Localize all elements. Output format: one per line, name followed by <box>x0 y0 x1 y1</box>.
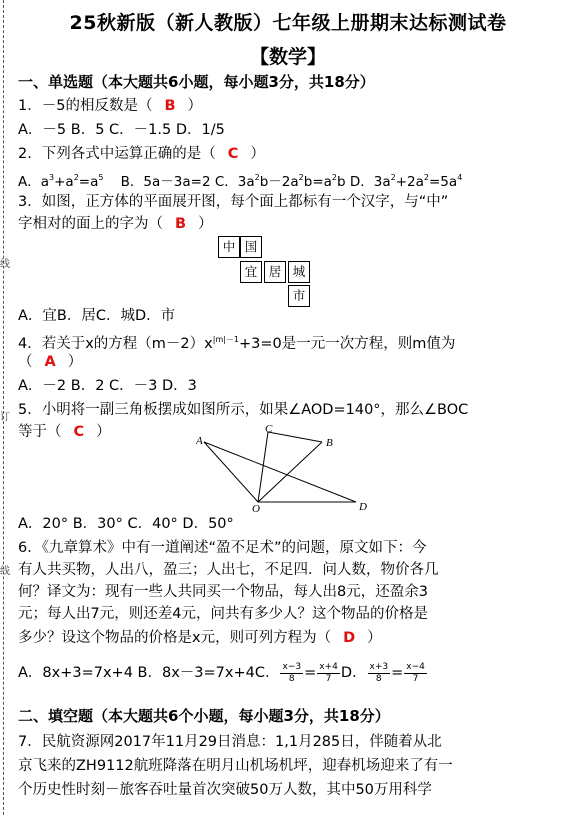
frac-den: 7 <box>412 673 419 684</box>
q2-answer: C <box>227 146 239 162</box>
cube-face: 宜 <box>240 261 262 283</box>
label-b: B <box>326 437 333 449</box>
cube-face: 城 <box>288 261 310 283</box>
q7-line-1: 7．民航资源网2017年11月29日消息：1,1月285日，伴随着从北 <box>18 734 442 750</box>
label-c: C <box>265 424 273 435</box>
frac-num: x+3 <box>369 661 389 672</box>
exam-subject: 【数学】 <box>249 46 326 68</box>
q6-line-3: 何？译文为：现有一些人共同买一个物品，每人出8元，还盈余3 <box>18 584 428 600</box>
q4-answer: A <box>44 354 56 370</box>
q6-options <box>18 658 428 688</box>
q4-options: A．－2 B．2 C．－3 D．3 <box>18 378 197 394</box>
q6-frac-c1 <box>280 662 303 685</box>
cube-face: 中 <box>218 236 240 258</box>
question-4 <box>18 330 455 354</box>
line-a-d <box>204 442 356 502</box>
cube-face: 市 <box>288 285 310 307</box>
label-o: O <box>252 503 260 514</box>
frac-den: 7 <box>325 673 332 684</box>
q6-opt-d: D． <box>340 665 367 681</box>
label-d: D <box>359 501 367 513</box>
q2-opt-a2: +a <box>54 174 74 190</box>
q4-exponent: |m|－1 <box>212 335 240 344</box>
equals-sign: = <box>304 665 317 681</box>
q2-sup: 2 <box>298 173 304 182</box>
q2-opt-c3: b D．3a <box>337 174 391 190</box>
q1-close: ） <box>187 98 203 114</box>
q4-stem-a: 4．若关于x的方程（m－2）x <box>18 336 213 352</box>
q2-sup: 3 <box>49 173 55 182</box>
question-1 <box>18 96 202 116</box>
q3-close: ） <box>198 216 213 232</box>
margin-char-xian: 线 <box>0 259 10 270</box>
q6-close: ） <box>367 630 382 646</box>
q2-sup: 2 <box>73 173 79 182</box>
q6-stem: 多少？设这个物品的价格是x元，则可列方程为（ <box>18 630 332 646</box>
q5-options: A．20° B．30° C．40° D．50° <box>18 516 234 532</box>
cube-face: 居 <box>264 261 286 283</box>
frac-num: x−3 <box>282 661 302 672</box>
q2-sup: 2 <box>423 173 429 182</box>
q5-answer: C <box>73 424 85 440</box>
q2-opt-a3: =a <box>78 174 99 190</box>
q2-sup: 2 <box>254 173 260 182</box>
q6-opt-ab: A．8x+3=7x+4 B．8x－3=7x+4C． <box>18 665 280 681</box>
q2-close: ） <box>250 146 265 162</box>
q6-answer: D <box>343 630 356 646</box>
q3-line-1: 3．如图，正方体的平面展开图，每个面上都标有一个汉字，与“中” <box>18 194 449 210</box>
q6-line-4: 元；每人出7元，则还差4元，问共有多少人？这个物品的价格是 <box>18 606 428 622</box>
q2-options <box>18 168 462 192</box>
q2-sup: 4 <box>457 173 463 182</box>
q4-answer-line <box>18 352 82 372</box>
frac-num: x−4 <box>406 661 425 672</box>
frac-den: 8 <box>375 673 382 684</box>
line-a-o <box>204 442 258 502</box>
q4-open: （ <box>18 354 33 370</box>
q2-opt-c: b－2a <box>259 174 299 190</box>
q2-opt-a: A．a <box>18 174 50 190</box>
triangle-board-diagram <box>196 424 376 514</box>
question-5 <box>18 422 111 442</box>
margin-char-xian-2: 线 <box>0 566 10 577</box>
question-3 <box>18 214 213 234</box>
frac-den: 8 <box>288 673 295 684</box>
q4-close: ） <box>67 354 83 370</box>
q6-frac-d2 <box>404 662 427 685</box>
q3-stem: 字相对的面上的字为（ <box>18 216 163 232</box>
q4-stem-b: +3=0是一元一次方程，则m值为 <box>239 336 456 352</box>
q7-line-2: 京飞来的ZH9112航班降落在明月山机场机坪，迎春机场迎来了有一 <box>18 758 453 774</box>
margin-char-ding: 订 <box>0 412 10 423</box>
cube-face: 国 <box>240 236 262 258</box>
q2-opt-d2: =5a <box>429 174 458 190</box>
q2-sup: 5 <box>98 173 104 182</box>
q6-frac-c2 <box>317 662 340 685</box>
q2-sup: 2 <box>331 173 337 182</box>
q1-answer: B <box>164 98 176 114</box>
q5-close: ） <box>96 424 111 440</box>
q2-stem: 2．下列各式中运算正确的是（ <box>18 146 216 162</box>
q3-options: A．宜B．居C．城D．市 <box>18 308 176 324</box>
q3-answer: B <box>175 216 187 232</box>
q2-sup: 2 <box>390 173 396 182</box>
q5-line-1: 5．小明将一副三角板摆成如图所示，如果∠AOD=140°，那么∠BOC <box>18 402 469 418</box>
q2-opt-c2: b=a <box>303 174 332 190</box>
section-1-heading: 一、单选题（本大题共6小题，每小题3分，共18分） <box>18 73 375 91</box>
q6-line-2: 有人共买物，人出八，盈三；人出七，不足四．问人数，物价各几 <box>18 562 439 578</box>
q1-stem: 1．－5的相反数是（ <box>18 98 153 114</box>
line-c-b <box>268 432 322 442</box>
q5-stem: 等于（ <box>18 424 62 440</box>
question-2 <box>18 144 265 164</box>
frac-num: x+4 <box>319 661 338 672</box>
exam-title: 25秋新版（新人教版）七年级上册期末达标测试卷 <box>69 12 507 34</box>
q1-options: A．－5 B．5 C．－1.5 D．1/5 <box>18 122 225 138</box>
equals-sign: = <box>391 665 404 681</box>
q6-line-1: 6．《九章算术》中有一道阐述“盈不足术”的问题，原文如下：今 <box>18 540 427 556</box>
line-o-b <box>258 442 322 502</box>
q6-frac-d1 <box>368 662 391 685</box>
label-a: A <box>196 435 203 447</box>
section-2-heading: 二、填空题（本大题共6个小题，每小题3分，共18分） <box>18 707 390 725</box>
q2-opt-d: +2a <box>395 174 424 190</box>
q7-line-3: 个历史性时刻－旅客吞吐量首次突破50万人数，其中50万用科学 <box>18 782 432 798</box>
q2-opt-b: B．5a－3a=2 C．3a <box>120 174 255 190</box>
question-6 <box>18 628 382 648</box>
